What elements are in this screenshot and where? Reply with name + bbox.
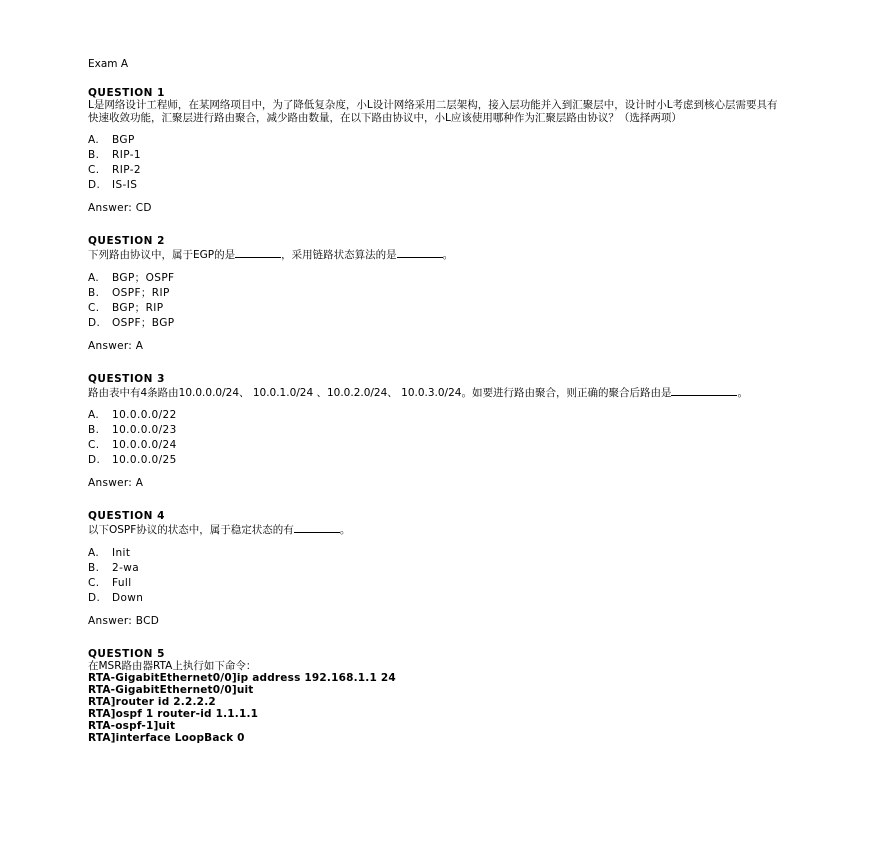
answer: Answer: CD xyxy=(88,202,152,214)
question-4 xyxy=(88,510,788,628)
command-listing xyxy=(88,672,788,744)
answer-blank xyxy=(235,247,281,258)
option-c: C. 10.0.0.0/24 xyxy=(88,439,177,451)
option-b: B. RIP-1 xyxy=(88,149,141,161)
answer: Answer: A xyxy=(88,477,144,489)
question-text: 以下OSPF协议的状态中，属于稳定状态的有 。 xyxy=(88,524,351,536)
option-d: D. OSPF；BGP xyxy=(88,316,175,329)
answer-blank xyxy=(294,522,340,533)
option-d: D. Down xyxy=(88,591,144,604)
option-a: A. BGP；OSPF xyxy=(88,271,175,284)
question-1 xyxy=(88,87,788,215)
question-label: QUESTION 1 xyxy=(88,87,165,99)
options-list xyxy=(88,546,788,606)
answer: Answer: BCD xyxy=(88,614,160,627)
question-5 xyxy=(88,648,788,745)
question-text: L是网络设计工程师，在某网络项目中，为了降低复杂度，小L设计网络采用二层架构，接入层功能并入到汇聚层中，设计时小L考虑到核心层需要具有快速收敛功能，汇聚层进行路由聚合，减少路由数量，在以下路由协议中，小L应该使用哪种作为汇聚层路由协议？（选择两项） xyxy=(88,99,778,124)
option-d: D. 10.0.0.0/25 xyxy=(88,454,177,466)
option-c: C. RIP-2 xyxy=(88,164,141,176)
question-label: QUESTION 4 xyxy=(88,510,165,522)
question-3 xyxy=(88,373,788,491)
option-b: B. 2-wa xyxy=(88,561,140,574)
question-label: QUESTION 3 xyxy=(88,372,165,385)
question-text: 下列路由协议中，属于EGP的是 ，采用链路状态算法的是 。 xyxy=(88,249,454,261)
answer: Answer: A xyxy=(88,339,144,352)
option-a: A. BGP xyxy=(88,134,135,146)
answer-blank xyxy=(397,247,443,258)
question-text: 在MSR路由器RTA上执行如下命令： xyxy=(88,659,257,672)
options-list xyxy=(88,133,788,193)
command-line: RTA-GigabitEthernet0/0]uit xyxy=(88,684,254,696)
option-a: A. Init xyxy=(88,546,131,559)
question-label: QUESTION 2 xyxy=(88,235,165,247)
options-list xyxy=(88,408,788,468)
question-text: 路由表中有4条路由10.0.0.0/24、 10.0.1.0/24 、10.0.2.0/24、 10.0.3.0/24。如要进行路由聚合，则正确的聚合后路由是 。 xyxy=(88,386,748,399)
answer-blank xyxy=(671,385,737,396)
option-d: D. IS-IS xyxy=(88,179,138,191)
option-c: C. BGP；RIP xyxy=(88,301,164,314)
question-2 xyxy=(88,235,788,353)
option-b: B. 10.0.0.0/23 xyxy=(88,424,177,436)
exam-title: Exam A xyxy=(88,58,129,70)
options-list xyxy=(88,271,788,331)
question-label: QUESTION 5 xyxy=(88,647,165,660)
command-line: RTA]router id 2.2.2.2 xyxy=(88,696,216,708)
command-line: RTA]interface LoopBack 0 xyxy=(88,732,245,744)
option-c: C. Full xyxy=(88,576,132,589)
exam-page xyxy=(88,58,788,764)
command-line: RTA]ospf 1 router-id 1.1.1.1 xyxy=(88,708,259,720)
option-a: A. 10.0.0.0/22 xyxy=(88,409,177,421)
command-line: RTA-GigabitEthernet0/0]ip address 192.168.1.1 24 xyxy=(88,672,396,684)
option-b: B. OSPF；RIP xyxy=(88,286,170,299)
command-line: RTA-ospf-1]uit xyxy=(88,720,176,732)
